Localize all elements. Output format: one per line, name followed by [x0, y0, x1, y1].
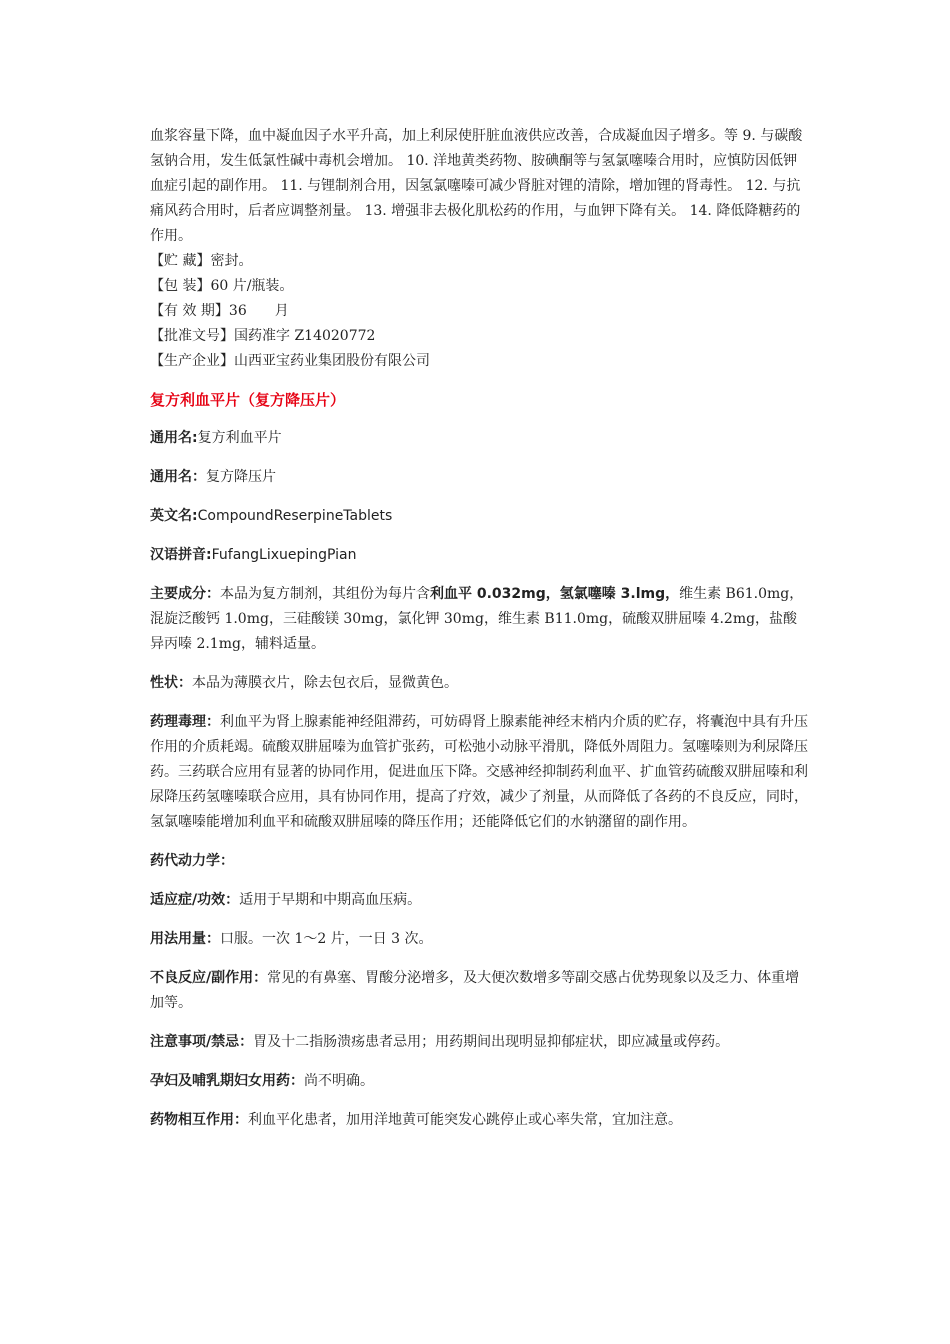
field-value: 复方利血平片: [197, 430, 282, 446]
field-value: 本品为薄膜衣片，除去包衣后，显微黄色。: [192, 675, 458, 691]
adverse-reactions: [150, 966, 810, 1016]
ingredients-key-amounts: 利血平 0.032mg，氢氯噻嗪 3.lmg，: [430, 586, 680, 602]
dosage: [150, 927, 810, 952]
meta-value: 36 月: [228, 303, 289, 319]
product-meta: [150, 249, 810, 374]
field-label: 药物相互作用：: [150, 1112, 248, 1128]
appearance: [150, 671, 810, 696]
field-label: 用法用量：: [150, 931, 220, 947]
meta-approval: [150, 324, 810, 349]
pinyin-name: [150, 543, 810, 568]
field-label: 注意事项/禁忌：: [150, 1034, 254, 1050]
field-value: 常见的有鼻塞、胃酸分泌增多，及大便次数增多等副交感占优势现象以及乏力、体重增加等。: [150, 970, 800, 1011]
meta-expiry: [150, 299, 810, 324]
field-label: 通用名：: [150, 469, 206, 485]
field-value: 口服。一次 1～2 片，一日 3 次。: [220, 931, 433, 947]
indications: [150, 888, 810, 913]
field-value: 利血平化患者，加用洋地黄可能突发心跳停止或心率失常，宜加注意。: [248, 1112, 682, 1128]
field-value: 利血平为肾上腺素能神经阻滞药，可妨碍肾上腺素能神经末梢内介质的贮存，将囊泡中具有升压作用的介质耗竭。硫酸双肼屈嗪为血管扩张药，可松弛小动脉平滑肌，降低外周阻力。氢噻嗪则为利尿降压药。三药联合应用有显著的协同作用，促进血压下降。交感神经抑制药利血平、扩血管药硫酸双肼屈嗪和利尿降压药氢噻嗪联合应用，具有协同作用，提高了疗效，减少了剂量，从而降低了各药的不良反应，同时，氢氯噻嗪能增加利血平和硫酸双肼屈嗪的降压作用；还能降低它们的水钠潴留的副作用。: [150, 714, 808, 830]
field-value: FufangLixuepingPian: [211, 547, 357, 563]
meta-label: 【有 效 期】: [150, 303, 229, 319]
meta-label: 【包 装】: [150, 278, 211, 294]
field-label: 药理毒理：: [150, 714, 220, 730]
field-label: 药代动力学：: [150, 853, 234, 869]
field-label: 汉语拼音:: [150, 547, 212, 563]
precautions: [150, 1030, 810, 1055]
ingredients: [150, 582, 810, 657]
field-value: 胃及十二指肠溃疡患者忌用；用药期间出现明显抑郁症状，即应减量或停药。: [253, 1034, 730, 1050]
document-page: [150, 124, 810, 1147]
generic-name-1: [150, 426, 810, 451]
drug-interactions: [150, 1108, 810, 1133]
meta-label: 【生产企业】: [150, 353, 234, 369]
field-value: 尚不明确。: [304, 1073, 374, 1089]
field-label: 不良反应/副作用：: [150, 970, 268, 986]
field-value: CompoundReserpineTablets: [197, 508, 393, 524]
english-name: [150, 504, 810, 529]
field-label: 适应症/功效：: [150, 892, 240, 908]
field-label: 性状：: [150, 675, 192, 691]
meta-manufacturer: [150, 349, 810, 374]
meta-value: 山西亚宝药业集团股份有限公司: [234, 353, 430, 369]
meta-storage: [150, 249, 810, 274]
drug-title: 复方利血平片（复方降压片）: [150, 391, 346, 409]
ingredients-text: 本品为复方制剂，其组份为每片含: [220, 586, 430, 602]
meta-value: 密封。: [210, 253, 253, 269]
meta-value: 60 片/瓶装。: [210, 278, 294, 294]
field-label: 通用名:: [150, 430, 198, 446]
meta-package: [150, 274, 810, 299]
meta-label: 【批准文号】: [150, 328, 234, 344]
meta-value: 国药准字 Z14020772: [234, 328, 376, 344]
field-value: 适用于早期和中期高血压病。: [239, 892, 422, 908]
pharmacokinetics: [150, 849, 810, 874]
field-value: 复方降压片: [206, 469, 276, 485]
field-label: 主要成分：: [150, 586, 220, 602]
ingredients-rest: 维生素 B61.0mg，混旋泛酸钙 1.0mg，三硅酸镁 30mg，氯化钾 30mg，维生素 B11.0mg，硫酸双肼屈嗪 4.2mg，盐酸异丙嗪 2.1mg，辅料适量。: [150, 586, 804, 652]
field-label: 英文名:: [150, 508, 198, 524]
generic-name-2: [150, 465, 810, 490]
pharmacology: [150, 710, 810, 835]
pregnancy-lactation: [150, 1069, 810, 1094]
continued-paragraph: 血浆容量下降，血中凝血因子水平升高，加上利尿使肝脏血液供应改善，合成凝血因子增多。等 9. 与碳酸氢钠合用，发生低氯性碱中毒机会增加。 10. 洋地黄类药物、胺碘酮等与氢氯噻嗪合用时，应慎防因低钾血症引起的副作用。 11. 与锂制剂合用，因氢氯噻嗪可减少肾脏对锂的清除，增加锂的肾毒性。 12. 与抗痛风药合用时，后者应调整剂量。 13. 增强非去极化肌松药的作用，与血钾下降有关。 14. 降低降糖药的作用。: [150, 128, 803, 244]
meta-label: 【贮 藏】: [150, 253, 211, 269]
field-label: 孕妇及哺乳期妇女用药：: [150, 1073, 304, 1089]
